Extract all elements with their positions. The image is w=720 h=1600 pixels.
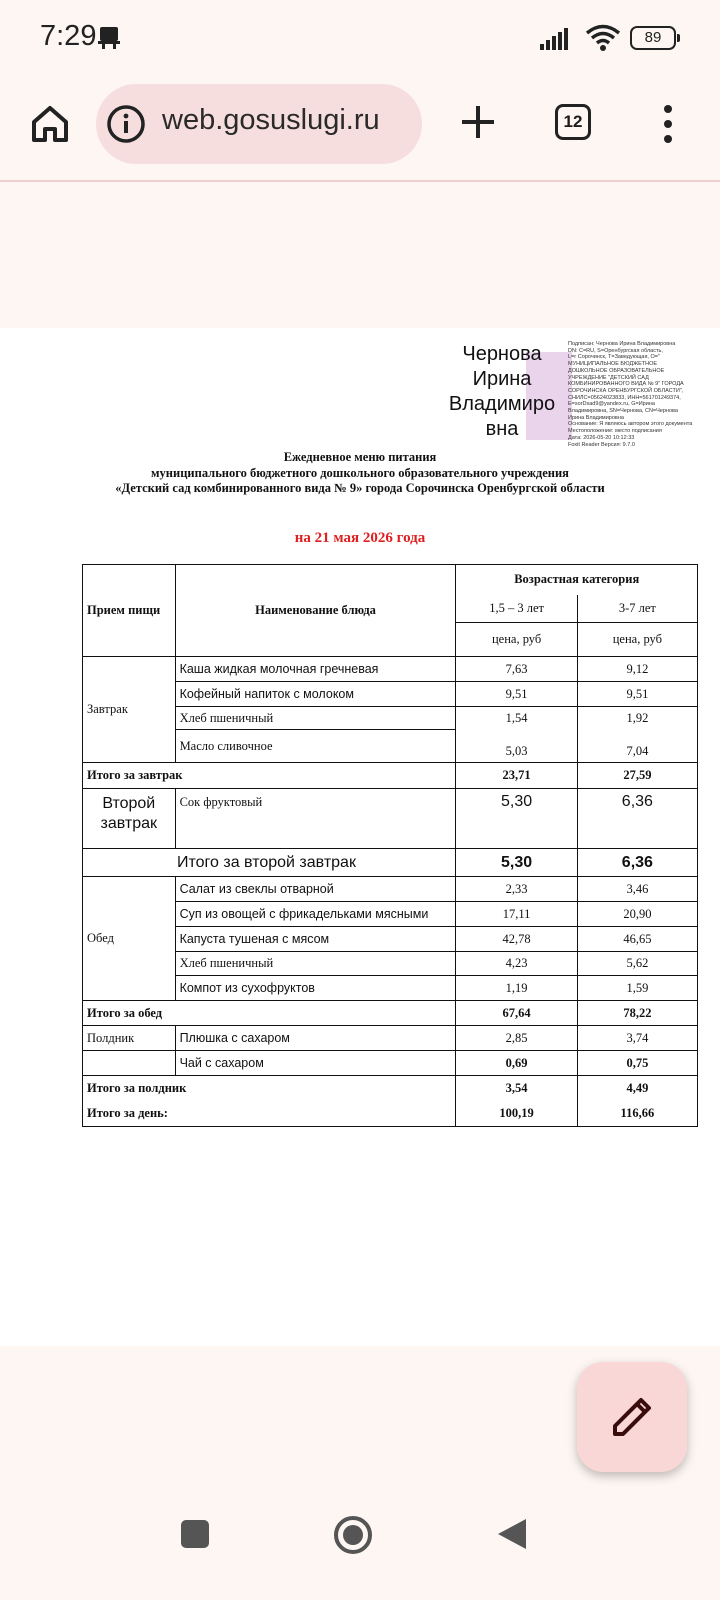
price-a: 7,63 [456, 657, 577, 682]
total-label: Итого за второй завтрак [83, 849, 456, 877]
price-b: 46,65 [577, 927, 697, 952]
dish-name: Капуста тушеная с мясом [175, 927, 456, 952]
dish-name: Масло сливочное [175, 730, 456, 763]
document-title: Ежедневное меню питания муниципального бюджетного дошкольного образовательного учреждения «Детский сад комбинированного вида № 9» города Сорочинска Оренбургской области [115, 450, 605, 495]
header-price-a: цена, руб [456, 623, 577, 657]
price-b: 7,04 [577, 730, 697, 763]
system-nav-bar [0, 1505, 720, 1600]
total-b: 4,49 [577, 1076, 697, 1102]
total-label: Итого за полдник [83, 1076, 456, 1102]
total-a: 23,71 [456, 763, 577, 789]
dish-name: Чай с сахаром [175, 1051, 456, 1076]
price-a: 0,69 [456, 1051, 577, 1076]
price-a: 5,30 [456, 789, 577, 849]
meal-empty [83, 1051, 176, 1076]
home-nav-icon[interactable] [333, 1515, 373, 1555]
header-age-a: 1,5 – 3 лет [456, 595, 577, 623]
table-row-total [83, 1076, 698, 1102]
status-bar [0, 0, 720, 78]
header-age-category: Возрастная категория [456, 565, 698, 595]
day-total-b: 116,66 [577, 1102, 697, 1127]
price-b: 5,62 [577, 952, 697, 976]
header-age-b: 3-7 лет [577, 595, 697, 623]
price-b: 1,59 [577, 976, 697, 1001]
total-b: 27,59 [577, 763, 697, 789]
price-b: 20,90 [577, 902, 697, 927]
header-price-b: цена, руб [577, 623, 697, 657]
plus-icon[interactable] [456, 100, 500, 144]
price-a: 9,51 [456, 682, 577, 707]
info-icon[interactable] [106, 104, 146, 144]
table-row [83, 1051, 698, 1076]
table-row [83, 682, 698, 707]
dish-name: Суп из овощей с фрикадельками мясными [175, 902, 456, 927]
battery-indicator: 89 [630, 26, 676, 50]
address-bar[interactable] [96, 84, 422, 164]
table-row [83, 902, 698, 927]
day-total-label: Итого за день: [83, 1102, 456, 1127]
dish-name: Хлеб пшеничный [175, 952, 456, 976]
edit-button[interactable] [577, 1362, 687, 1472]
price-b: 0,75 [577, 1051, 697, 1076]
menu-table [82, 564, 698, 1127]
more-vert-icon[interactable] [660, 102, 676, 146]
total-a: 3,54 [456, 1076, 577, 1102]
table-row [83, 952, 698, 976]
url-text[interactable]: web.gosuslugi.ru [162, 104, 380, 136]
table-row [83, 707, 698, 730]
total-b: 78,22 [577, 1001, 697, 1026]
table-row-total [83, 849, 698, 877]
total-label: Итого за обед [83, 1001, 456, 1026]
price-b: 1,92 [577, 707, 697, 730]
table-row [83, 877, 698, 902]
price-a: 5,03 [456, 730, 577, 763]
price-b: 9,51 [577, 682, 697, 707]
header-dish: Наименование блюда [175, 565, 456, 657]
back-icon[interactable] [496, 1517, 528, 1551]
table-row [83, 976, 698, 1001]
table-row [83, 1026, 698, 1051]
document-date: на 21 мая 2026 года [294, 530, 426, 546]
price-b: 3,74 [577, 1026, 697, 1051]
meal-snack: Полдник [83, 1026, 176, 1051]
signature-details: Подписан: Чернова Ирина Владимировна DN: C=RU, S=Оренбургская область, L=г Сорочинск, T=Заведующая, O=" МУНИЦИПАЛЬНОЕ БЮДЖЕТНОЕ ДОШКОЛЬНОЕ ОБРАЗОВАТЕЛЬНОЕ УЧРЕЖДЕНИЕ "ДЕТСКИЙ САД КОМБИНИРОВАННОГО ВИДА № 9" ГОРОДА СОРОЧИНСКА ОРЕНБУРГСКОЙ ОБЛАСТИ", СНИЛС=05624023833, ИНН=561701249374, E=sorDsad9@yandex.ru, G=Ирина Владимировна, SN=Чернова, CN=Чернова Ирина Владимировна Основание: Я являюсь автором этого документа Местоположение: место подписания Дата: 2026-05-20 10:12:33 Foxit Reader Версия: 9.7.0 [568, 341, 693, 448]
table-row [83, 789, 698, 849]
dish-name: Салат из свеклы отварной [175, 877, 456, 902]
price-a: 2,85 [456, 1026, 577, 1051]
table-row [83, 927, 698, 952]
dish-name: Сок фруктовый [175, 789, 456, 849]
day-total-a: 100,19 [456, 1102, 577, 1127]
dish-name: Плюшка с сахаром [175, 1026, 456, 1051]
total-a: 5,30 [456, 849, 577, 877]
price-a: 4,23 [456, 952, 577, 976]
table-row-total [83, 1102, 698, 1127]
price-a: 1,54 [456, 707, 577, 730]
total-b: 6,36 [577, 849, 697, 877]
meal-breakfast: Завтрак [83, 657, 176, 763]
header-meal: Прием пищи [83, 565, 176, 657]
signature-name: Чернова Ирина Владимиро вна [448, 343, 556, 440]
pencil-icon [577, 1362, 687, 1472]
price-a: 1,19 [456, 976, 577, 1001]
meal-lunch: Обед [83, 877, 176, 1001]
table-row [83, 730, 698, 763]
notification-icon [98, 25, 120, 51]
dish-name: Каша жидкая молочная гречневая [175, 657, 456, 682]
total-a: 67,64 [456, 1001, 577, 1026]
price-a: 42,78 [456, 927, 577, 952]
total-label: Итого за завтрак [83, 763, 456, 789]
toolbar-divider [0, 180, 720, 182]
signal-icon [540, 26, 574, 50]
price-a: 2,33 [456, 877, 577, 902]
price-b: 3,46 [577, 877, 697, 902]
tab-switcher-button[interactable]: 12 [555, 104, 591, 140]
meal-second-breakfast: Второй завтрак [83, 789, 176, 849]
wifi-icon [585, 24, 621, 52]
dish-name: Хлеб пшеничный [175, 707, 456, 730]
table-row [83, 657, 698, 682]
dish-name: Кофейный напиток с молоком [175, 682, 456, 707]
table-row-total [83, 763, 698, 789]
price-a: 17,11 [456, 902, 577, 927]
home-icon[interactable] [28, 102, 72, 146]
price-b: 9,12 [577, 657, 697, 682]
dish-name: Компот из сухофруктов [175, 976, 456, 1001]
pdf-page [0, 328, 720, 1346]
price-b: 6,36 [577, 789, 697, 849]
browser-toolbar [0, 78, 720, 180]
status-time: 7:29 [40, 20, 97, 52]
table-row-total [83, 1001, 698, 1026]
recents-icon[interactable] [180, 1519, 210, 1549]
